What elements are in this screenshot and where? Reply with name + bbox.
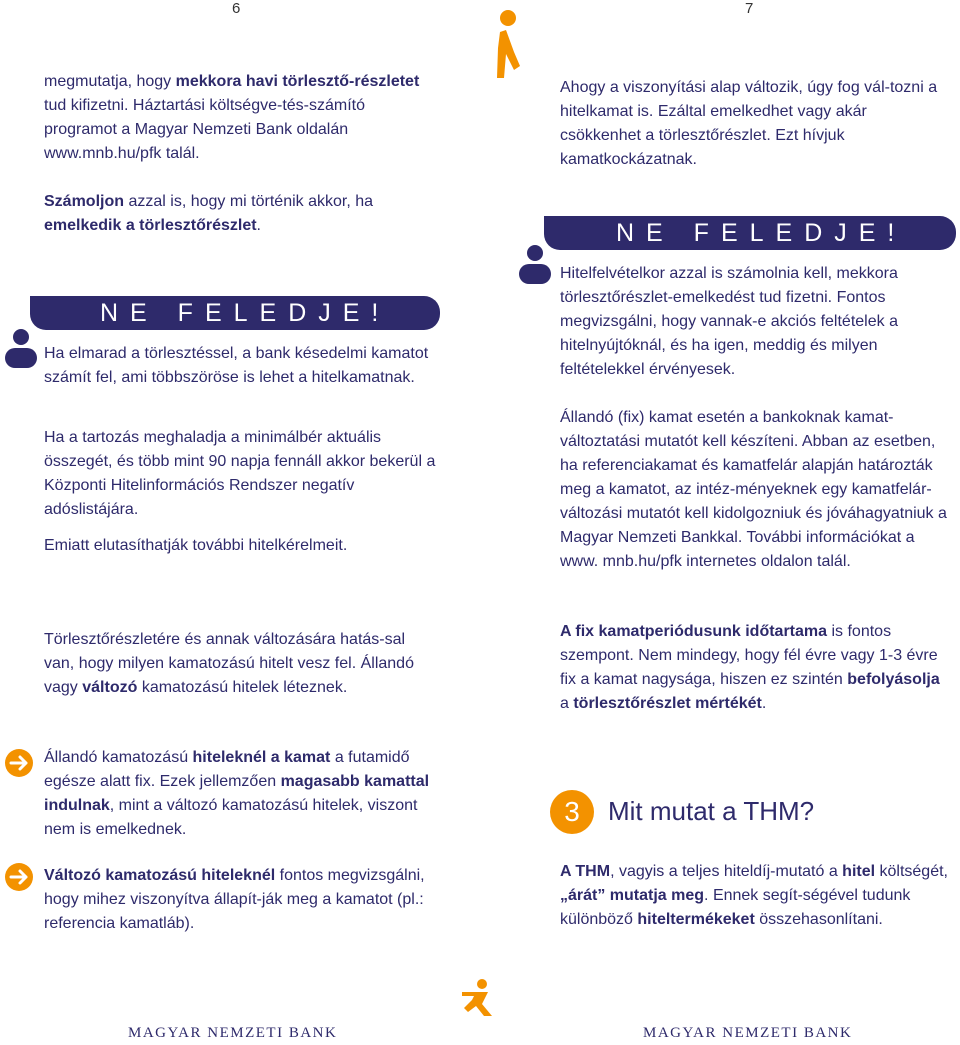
bold-text: Változó kamatozású hiteleknél	[44, 867, 276, 884]
text: is fontos szempont. Nem mindegy, hogy fél évre vagy 1-3 évre fix a kamat nagysága, hiszen ez szintén	[560, 623, 938, 688]
text: tud kifizetni. Háztartási költségve-tés-számító programot a Magyar Nemzeti Bank oldalán www.mnb.hu/pfk talál.	[44, 97, 366, 162]
intro-paragraph-left	[44, 70, 434, 166]
text: költségét,	[875, 863, 948, 880]
section-heading: Mit mutat a THM?	[608, 796, 815, 826]
banner-title: NE FELEDJE!	[100, 299, 391, 327]
figure-logo-icon	[492, 8, 524, 80]
bold-text: „árát” mutatja meg	[560, 887, 705, 904]
bold-text: hiteltermékeket	[637, 911, 755, 928]
text: . Ennek segít-ségével tudunk különböző	[560, 887, 911, 928]
person-icon	[4, 328, 38, 368]
warning-text-3: Emiatt elutasíthatják további hitelkérelmeit.	[44, 537, 348, 554]
bold-text: mekkora havi törlesztő-részletet	[175, 73, 420, 90]
calc-paragraph	[44, 190, 439, 238]
text: .	[761, 695, 767, 712]
text: .	[256, 217, 261, 234]
text: a	[560, 695, 574, 712]
text: a futamidő egésze alatt fix. Ezek jellemzően	[44, 749, 410, 790]
text: kamatozású hitelek léteznek.	[137, 679, 348, 696]
bold-text: magasabb kamattal indulnak	[44, 773, 430, 814]
bold-text: befolyásolja	[847, 671, 940, 688]
rate-paragraph	[44, 628, 439, 700]
figure-logo-icon	[458, 978, 498, 1018]
warning-text-1: Ha elmarad a törlesztéssel, a bank késedelmi kamatot számít fel, ami többszöröse is lehet a hitelkamatnak.	[44, 345, 429, 386]
bold-text: hitel	[842, 863, 876, 880]
text: összehasonlítani.	[754, 911, 883, 928]
arrow-right-icon	[4, 748, 34, 778]
ne-feledje-banner-right	[544, 216, 956, 250]
page-number-right: 7	[745, 0, 754, 17]
bold-text: változó	[82, 679, 138, 696]
ne-feledje-banner-left	[30, 296, 440, 330]
fixed-period-paragraph	[560, 620, 952, 716]
thm-paragraph	[560, 860, 952, 932]
text: , mint a változó kamatozású hitelek, viszont nem is emelkednek.	[44, 797, 418, 838]
bold-text: törlesztőrészlet mértékét	[573, 695, 762, 712]
bullet-variable-rate	[44, 864, 439, 936]
bold-text: Számoljon	[44, 193, 125, 210]
bullet-fixed-rate	[44, 746, 439, 842]
note-text-2: Állandó (fix) kamat esetén a bankoknak kamat-változtatási mutatót kell készíteni. Abban az esetben, ha referenciakamat és kamatfelár alapján határozták meg a kamatot, az intéz-ményeknek egy kamatfelár-változási mutatót kell kidolgozniuk és jóváhagyatniuk a Magyar Nemzeti Bankkal. További információkat a www. mnb.hu/pfk internetes oldalon talál.	[560, 409, 947, 570]
bold-text: emelkedik a törlesztőrészlet	[44, 217, 257, 234]
bold-text: A fix kamatperiódusunk időtartama	[560, 623, 828, 640]
text: , vagyis a teljes hiteldíj-mutató a	[610, 863, 843, 880]
bold-text: hiteleknél a kamat	[192, 749, 331, 766]
text: Állandó kamatozású	[44, 749, 193, 766]
warning-text-2: Ha a tartozás meghaladja a minimálbér aktuális összegét, és több mint 90 napja fennáll akkor bekerül a Központi Hitelinformációs Rendszer negatív adóslistájára.	[44, 429, 436, 518]
intro-paragraph-right: Ahogy a viszonyítási alap változik, úgy fog vál-tozni a hitelkamat is. Ezáltal emelkedhet vagy akár csökkenhet a törlesztőrészlet. Ezt hívjuk kamatkockázatnak.	[560, 79, 938, 168]
person-icon	[518, 244, 552, 284]
text: megmutatja, hogy	[44, 73, 176, 90]
text: azzal is, hogy mi történik akkor, ha	[124, 193, 374, 210]
text: fontos megvizsgálni, hogy mihez viszonyítva állapít-ják meg a kamatot (pl.: referencia kamatláb).	[44, 867, 425, 932]
page-number-left: 6	[232, 0, 241, 17]
note-text-1: Hitelfelvételkor azzal is számolnia kell, mekkora törlesztőrészlet-emelkedést tud fizetni. Fontos megvizsgálni, hogy vannak-e akciós feltételek a hitelnyújtóknál, és ha igen, meddig és milyen feltételekkel érvényesek.	[560, 265, 898, 378]
text: Törlesztőrészletére és annak változására hatás-sal van, hogy milyen kamatozású hitelt vesz fel. Állandó vagy	[44, 631, 414, 696]
banner-title: NE FELEDJE!	[616, 219, 907, 247]
footer-right: MAGYAR NEMZETI BANK	[643, 1025, 853, 1041]
arrow-right-icon	[4, 862, 34, 892]
bold-text: A THM	[560, 863, 611, 880]
section-number-badge: 3	[550, 790, 594, 834]
footer-left: MAGYAR NEMZETI BANK	[128, 1025, 338, 1041]
